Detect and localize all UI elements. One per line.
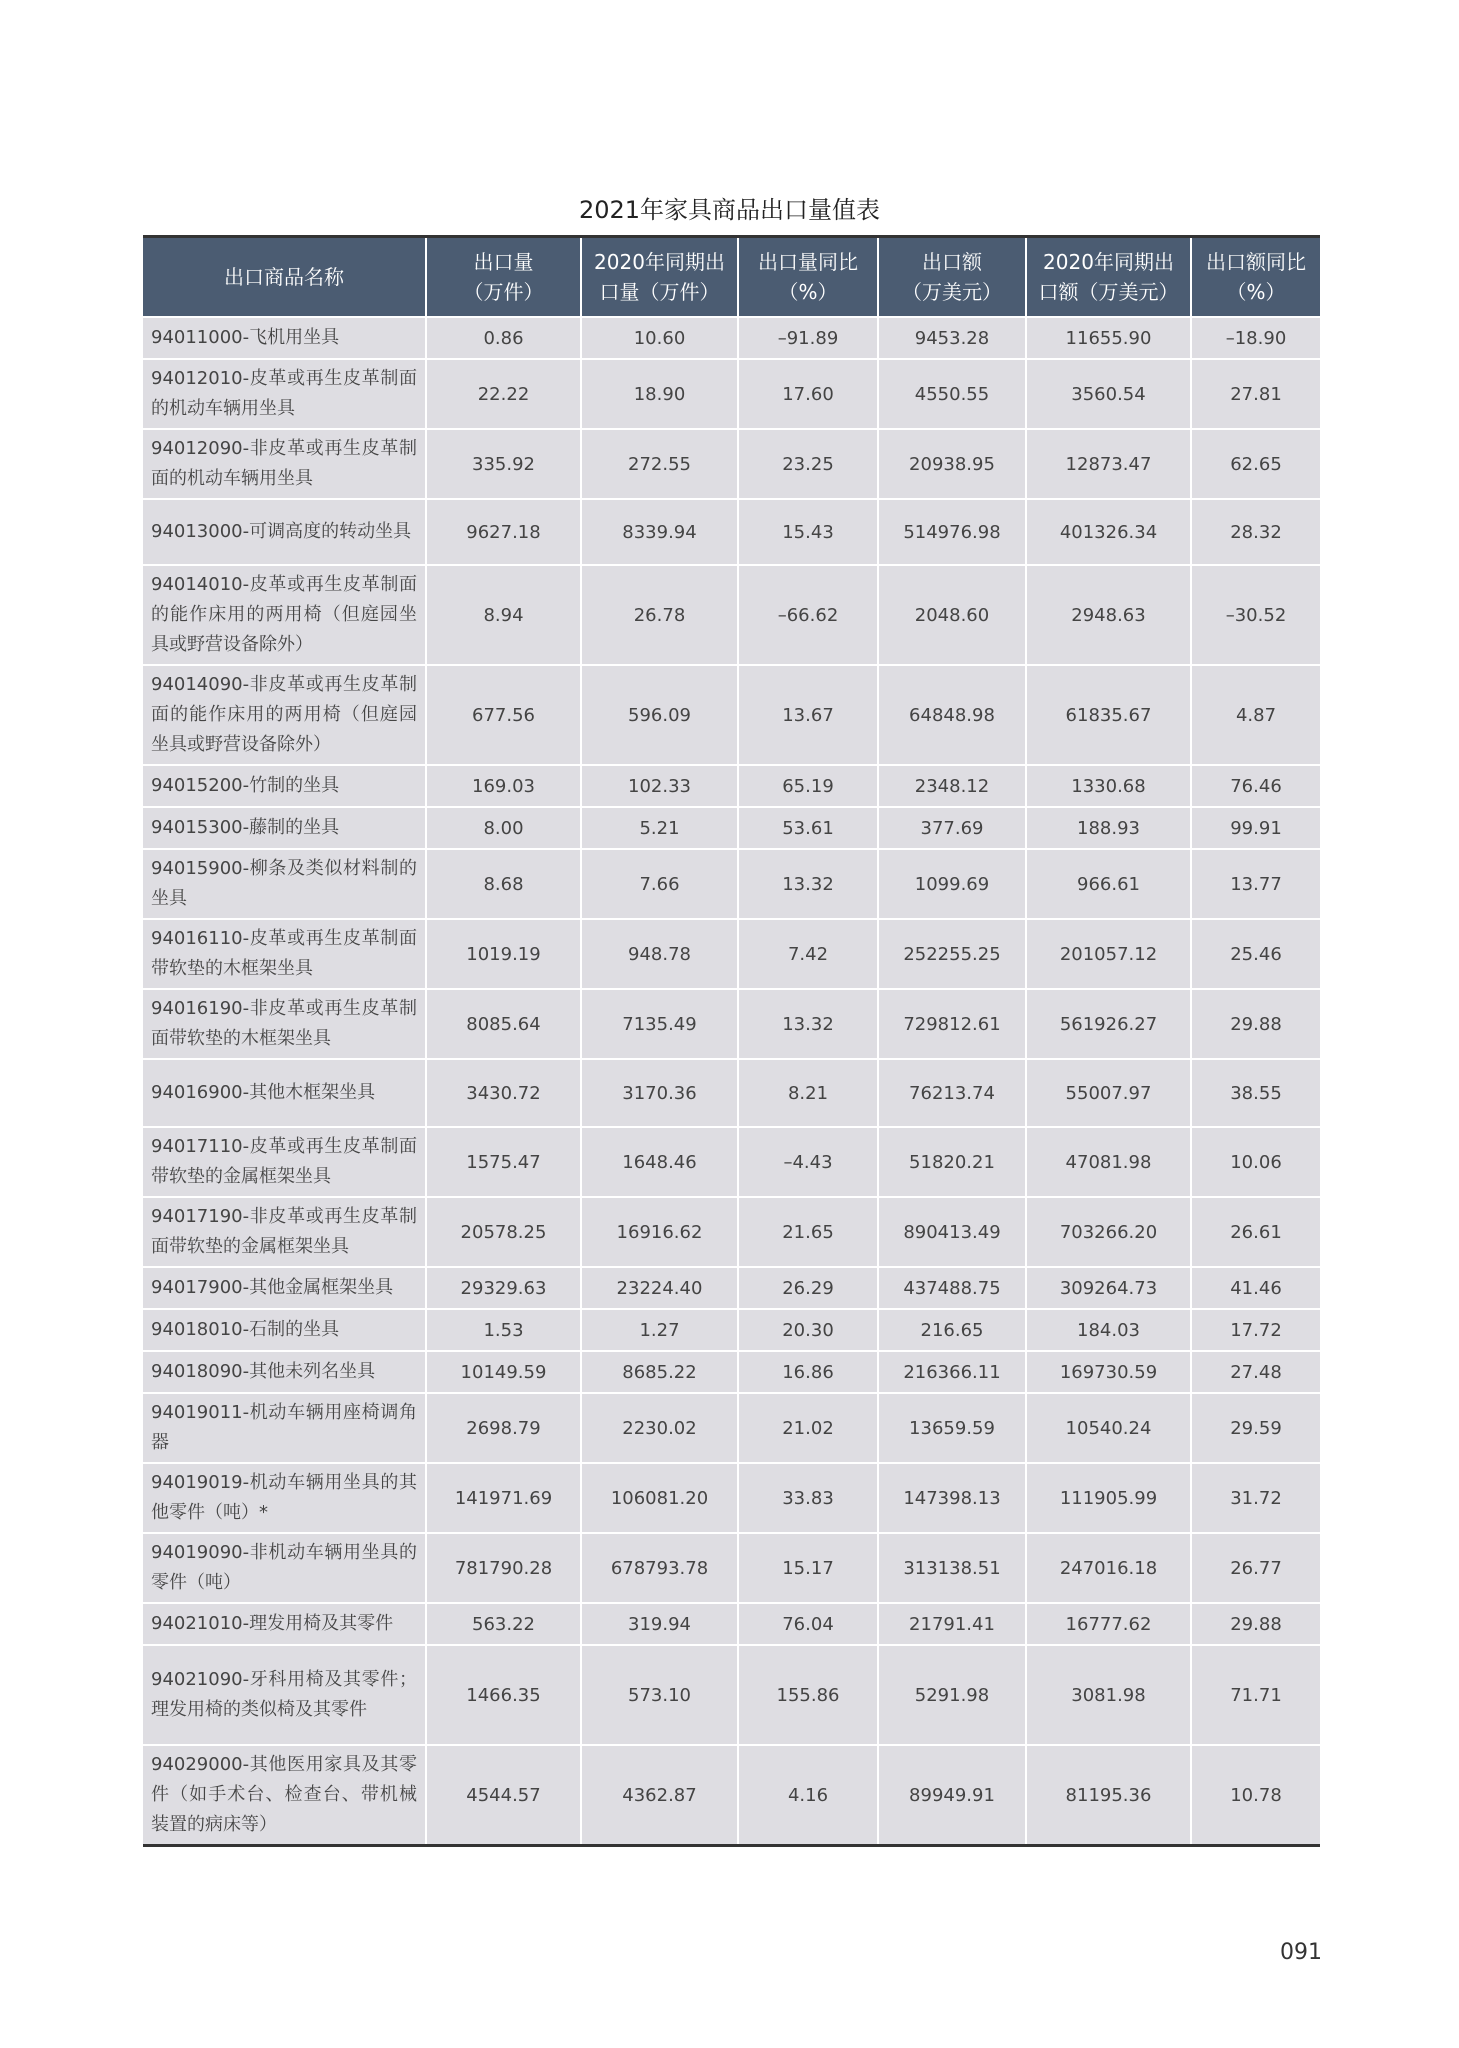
value-cell: 729812.61: [878, 989, 1026, 1059]
value-cell: 1019.19: [426, 919, 581, 989]
value-cell: 13.32: [738, 989, 878, 1059]
value-cell: –91.89: [738, 317, 878, 359]
table-row: [143, 317, 1320, 359]
value-cell: 20938.95: [878, 429, 1026, 499]
value-cell: 8.68: [426, 849, 581, 919]
table-row: [143, 1645, 1320, 1745]
value-cell: 147398.13: [878, 1463, 1026, 1533]
value-cell: 13.32: [738, 849, 878, 919]
value-cell: 10.78: [1191, 1745, 1320, 1846]
product-name-cell: 94017190-非皮革或再生皮革制面带软垫的金属框架坐具: [143, 1197, 426, 1267]
product-name-cell: 94017900-其他金属框架坐具: [143, 1267, 426, 1309]
product-name-cell: 94014010-皮革或再生皮革制面的能作床用的两用椅（但庭园坐具或野营设备除外）: [143, 565, 426, 665]
value-cell: 65.19: [738, 765, 878, 807]
value-cell: 3170.36: [581, 1059, 738, 1127]
product-name-cell: 94019011-机动车辆用座椅调角器: [143, 1393, 426, 1463]
value-cell: 16916.62: [581, 1197, 738, 1267]
value-cell: 7.42: [738, 919, 878, 989]
product-name-cell: 94016900-其他木框架坐具: [143, 1059, 426, 1127]
value-cell: 966.61: [1026, 849, 1191, 919]
value-cell: 13659.59: [878, 1393, 1026, 1463]
value-cell: 8.21: [738, 1059, 878, 1127]
product-name-cell: 94016110-皮革或再生皮革制面带软垫的木框架坐具: [143, 919, 426, 989]
product-name-cell: 94029000-其他医用家具及其零件（如手术台、检查台、带机械装置的病床等）: [143, 1745, 426, 1846]
value-cell: 3560.54: [1026, 359, 1191, 429]
value-cell: 335.92: [426, 429, 581, 499]
value-cell: 20.30: [738, 1309, 878, 1351]
value-cell: 25.46: [1191, 919, 1320, 989]
value-cell: 53.61: [738, 807, 878, 849]
value-cell: 33.83: [738, 1463, 878, 1533]
value-cell: 703266.20: [1026, 1197, 1191, 1267]
table-row: [143, 1059, 1320, 1127]
value-cell: –4.43: [738, 1127, 878, 1197]
value-cell: 216.65: [878, 1309, 1026, 1351]
value-cell: 8.00: [426, 807, 581, 849]
value-cell: 9453.28: [878, 317, 1026, 359]
table-row: [143, 1197, 1320, 1267]
value-cell: 16.86: [738, 1351, 878, 1393]
value-cell: 111905.99: [1026, 1463, 1191, 1533]
table-row: [143, 1463, 1320, 1533]
value-cell: 9627.18: [426, 499, 581, 565]
value-cell: 216366.11: [878, 1351, 1026, 1393]
value-cell: 1466.35: [426, 1645, 581, 1745]
value-cell: 4544.57: [426, 1745, 581, 1846]
value-cell: 563.22: [426, 1603, 581, 1645]
page-number: 091: [1280, 1940, 1322, 1965]
header-cell: 出口商品名称: [143, 237, 426, 318]
value-cell: 10149.59: [426, 1351, 581, 1393]
value-cell: 247016.18: [1026, 1533, 1191, 1603]
value-cell: 41.46: [1191, 1267, 1320, 1309]
value-cell: 62.65: [1191, 429, 1320, 499]
header-cell: 2020年同期出 口额（万美元）: [1026, 237, 1191, 318]
value-cell: 313138.51: [878, 1533, 1026, 1603]
table-row: [143, 1533, 1320, 1603]
value-cell: 17.72: [1191, 1309, 1320, 1351]
value-cell: 61835.67: [1026, 665, 1191, 765]
value-cell: 76.04: [738, 1603, 878, 1645]
value-cell: 3081.98: [1026, 1645, 1191, 1745]
product-name-cell: 94014090-非皮革或再生皮革制面的能作床用的两用椅（但庭园坐具或野营设备除外）: [143, 665, 426, 765]
value-cell: 23.25: [738, 429, 878, 499]
table-row: [143, 1745, 1320, 1846]
value-cell: 13.77: [1191, 849, 1320, 919]
value-cell: 272.55: [581, 429, 738, 499]
value-cell: 64848.98: [878, 665, 1026, 765]
product-name-cell: 94012010-皮革或再生皮革制面的机动车辆用坐具: [143, 359, 426, 429]
table-row: [143, 1127, 1320, 1197]
value-cell: 155.86: [738, 1645, 878, 1745]
value-cell: 1575.47: [426, 1127, 581, 1197]
value-cell: 12873.47: [1026, 429, 1191, 499]
value-cell: 401326.34: [1026, 499, 1191, 565]
value-cell: 23224.40: [581, 1267, 738, 1309]
value-cell: 948.78: [581, 919, 738, 989]
value-cell: 596.09: [581, 665, 738, 765]
value-cell: –30.52: [1191, 565, 1320, 665]
value-cell: 8.94: [426, 565, 581, 665]
product-name-cell: 94012090-非皮革或再生皮革制面的机动车辆用坐具: [143, 429, 426, 499]
value-cell: 27.81: [1191, 359, 1320, 429]
value-cell: 377.69: [878, 807, 1026, 849]
table-row: [143, 359, 1320, 429]
value-cell: 319.94: [581, 1603, 738, 1645]
value-cell: 11655.90: [1026, 317, 1191, 359]
table-row: [143, 765, 1320, 807]
header-cell: 出口额 （万美元）: [878, 237, 1026, 318]
header-cell: 2020年同期出 口量（万件）: [581, 237, 738, 318]
value-cell: 678793.78: [581, 1533, 738, 1603]
table-row: [143, 665, 1320, 765]
value-cell: 26.29: [738, 1267, 878, 1309]
value-cell: 21791.41: [878, 1603, 1026, 1645]
value-cell: 3430.72: [426, 1059, 581, 1127]
value-cell: 71.71: [1191, 1645, 1320, 1745]
table-row: [143, 565, 1320, 665]
value-cell: 514976.98: [878, 499, 1026, 565]
value-cell: 8085.64: [426, 989, 581, 1059]
value-cell: 15.17: [738, 1533, 878, 1603]
value-cell: 7.66: [581, 849, 738, 919]
value-cell: 890413.49: [878, 1197, 1026, 1267]
value-cell: 169730.59: [1026, 1351, 1191, 1393]
product-name-cell: 94021090-牙科用椅及其零件；理发用椅的类似椅及其零件: [143, 1645, 426, 1745]
value-cell: 141971.69: [426, 1463, 581, 1533]
value-cell: 252255.25: [878, 919, 1026, 989]
product-name-cell: 94015900-柳条及类似材料制的坐具: [143, 849, 426, 919]
value-cell: –18.90: [1191, 317, 1320, 359]
value-cell: 309264.73: [1026, 1267, 1191, 1309]
value-cell: 29.88: [1191, 989, 1320, 1059]
value-cell: 4550.55: [878, 359, 1026, 429]
table-row: [143, 1351, 1320, 1393]
value-cell: 4.16: [738, 1745, 878, 1846]
value-cell: 13.67: [738, 665, 878, 765]
header-cell: 出口量同比 （%）: [738, 237, 878, 318]
value-cell: 188.93: [1026, 807, 1191, 849]
value-cell: 106081.20: [581, 1463, 738, 1533]
value-cell: 5291.98: [878, 1645, 1026, 1745]
value-cell: 89949.91: [878, 1745, 1026, 1846]
value-cell: 4.87: [1191, 665, 1320, 765]
value-cell: 17.60: [738, 359, 878, 429]
header-cell: 出口量 （万件）: [426, 237, 581, 318]
value-cell: 169.03: [426, 765, 581, 807]
table-row: [143, 429, 1320, 499]
value-cell: 2048.60: [878, 565, 1026, 665]
product-name-cell: 94016190-非皮革或再生皮革制面带软垫的木框架坐具: [143, 989, 426, 1059]
value-cell: 21.65: [738, 1197, 878, 1267]
value-cell: 10.06: [1191, 1127, 1320, 1197]
value-cell: 28.32: [1191, 499, 1320, 565]
value-cell: 26.77: [1191, 1533, 1320, 1603]
table-row: [143, 807, 1320, 849]
product-name-cell: 94011000-飞机用坐具: [143, 317, 426, 359]
table-row: [143, 1267, 1320, 1309]
value-cell: 4362.87: [581, 1745, 738, 1846]
table-row: [143, 1603, 1320, 1645]
value-cell: 47081.98: [1026, 1127, 1191, 1197]
product-name-cell: 94013000-可调高度的转动坐具: [143, 499, 426, 565]
value-cell: 677.56: [426, 665, 581, 765]
value-cell: 2698.79: [426, 1393, 581, 1463]
value-cell: 10540.24: [1026, 1393, 1191, 1463]
value-cell: 21.02: [738, 1393, 878, 1463]
value-cell: 1.53: [426, 1309, 581, 1351]
value-cell: 573.10: [581, 1645, 738, 1745]
product-name-cell: 94015300-藤制的坐具: [143, 807, 426, 849]
product-name-cell: 94019090-非机动车辆用坐具的零件（吨）: [143, 1533, 426, 1603]
value-cell: 15.43: [738, 499, 878, 565]
header-row: [143, 237, 1320, 318]
value-cell: 55007.97: [1026, 1059, 1191, 1127]
value-cell: 8685.22: [581, 1351, 738, 1393]
value-cell: 76213.74: [878, 1059, 1026, 1127]
value-cell: 0.86: [426, 317, 581, 359]
value-cell: 29.88: [1191, 1603, 1320, 1645]
value-cell: 102.33: [581, 765, 738, 807]
product-name-cell: 94018010-石制的坐具: [143, 1309, 426, 1351]
value-cell: 38.55: [1191, 1059, 1320, 1127]
table-row: [143, 1309, 1320, 1351]
product-name-cell: 94019019-机动车辆用坐具的其他零件（吨）*: [143, 1463, 426, 1533]
value-cell: 20578.25: [426, 1197, 581, 1267]
value-cell: 8339.94: [581, 499, 738, 565]
value-cell: 51820.21: [878, 1127, 1026, 1197]
value-cell: 16777.62: [1026, 1603, 1191, 1645]
export-table: [143, 235, 1320, 1847]
product-name-cell: 94021010-理发用椅及其零件: [143, 1603, 426, 1645]
value-cell: 2348.12: [878, 765, 1026, 807]
value-cell: 26.61: [1191, 1197, 1320, 1267]
value-cell: 22.22: [426, 359, 581, 429]
value-cell: 184.03: [1026, 1309, 1191, 1351]
value-cell: 31.72: [1191, 1463, 1320, 1533]
value-cell: 99.91: [1191, 807, 1320, 849]
value-cell: 1330.68: [1026, 765, 1191, 807]
value-cell: 29329.63: [426, 1267, 581, 1309]
product-name-cell: 94015200-竹制的坐具: [143, 765, 426, 807]
table-row: [143, 919, 1320, 989]
table-row: [143, 849, 1320, 919]
value-cell: 7135.49: [581, 989, 738, 1059]
value-cell: 781790.28: [426, 1533, 581, 1603]
value-cell: 10.60: [581, 317, 738, 359]
value-cell: 5.21: [581, 807, 738, 849]
value-cell: 1648.46: [581, 1127, 738, 1197]
value-cell: 27.48: [1191, 1351, 1320, 1393]
value-cell: –66.62: [738, 565, 878, 665]
value-cell: 76.46: [1191, 765, 1320, 807]
header-cell: 出口额同比 （%）: [1191, 237, 1320, 318]
value-cell: 26.78: [581, 565, 738, 665]
table-row: [143, 499, 1320, 565]
value-cell: 29.59: [1191, 1393, 1320, 1463]
value-cell: 2230.02: [581, 1393, 738, 1463]
value-cell: 1.27: [581, 1309, 738, 1351]
table-row: [143, 989, 1320, 1059]
value-cell: 18.90: [581, 359, 738, 429]
value-cell: 437488.75: [878, 1267, 1026, 1309]
product-name-cell: 94018090-其他未列名坐具: [143, 1351, 426, 1393]
product-name-cell: 94017110-皮革或再生皮革制面带软垫的金属框架坐具: [143, 1127, 426, 1197]
value-cell: 81195.36: [1026, 1745, 1191, 1846]
value-cell: 2948.63: [1026, 565, 1191, 665]
value-cell: 201057.12: [1026, 919, 1191, 989]
value-cell: 1099.69: [878, 849, 1026, 919]
table-row: [143, 1393, 1320, 1463]
value-cell: 561926.27: [1026, 989, 1191, 1059]
table-title: 2021年家具商品出口量值表: [578, 196, 881, 224]
